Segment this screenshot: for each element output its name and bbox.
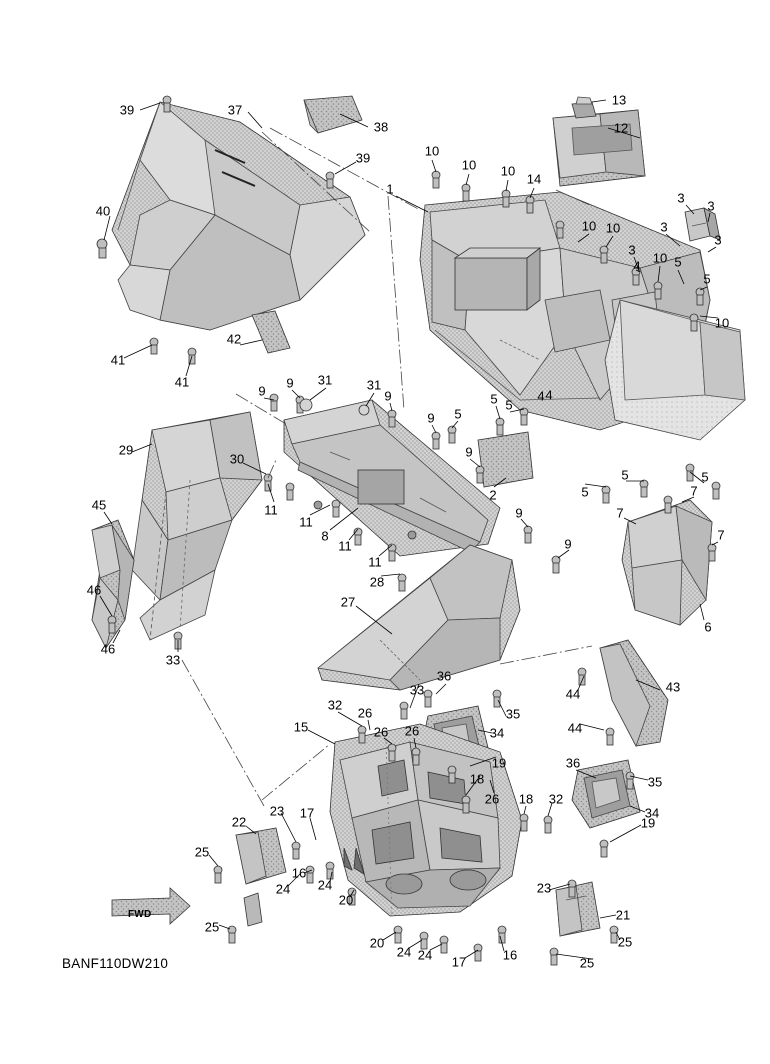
callout-number: 5 [490,391,498,407]
callout-number: 5 [581,484,589,500]
callout-number: 39 [119,102,135,118]
callout-number: 13 [611,92,627,108]
callout-number: 17 [299,805,315,821]
part-27 [318,545,520,690]
callout-number: 26 [357,705,373,721]
callout-number: 35 [505,706,521,722]
part-29 [132,412,262,640]
callout-number: 24 [275,881,291,897]
part-38 [304,96,362,133]
callout-number: 3 [660,219,668,235]
callout-number: 10 [500,163,516,179]
callout-number: 44 [565,686,581,702]
callout-number: 20 [369,935,385,951]
callout-number: 26 [484,791,500,807]
callout-number: 25 [579,955,595,971]
callout-number: 10 [424,143,440,159]
callout-number: 10 [714,315,730,331]
callout-number: 46 [100,641,116,657]
callout-number: 24 [396,944,412,960]
part-12 [553,110,645,186]
callout-number: 34 [489,725,505,741]
callout-number: 33 [409,682,425,698]
callout-number: 25 [617,934,633,950]
callout-number: 2 [489,487,497,503]
callout-number: 3 [707,198,715,214]
fwd-direction-label: FWD [128,909,152,920]
callout-number: 19 [491,755,507,771]
callout-number: 44 [567,720,583,736]
callout-number: 41 [110,352,126,368]
callout-number: 18 [518,791,534,807]
part-hood-37 [112,102,365,330]
callout-number: 22 [231,814,247,830]
callout-number: 12 [613,120,629,136]
callout-number: 38 [373,119,389,135]
callout-number: 33 [165,652,181,668]
callout-number: 45 [91,497,107,513]
callout-number: 5 [701,469,709,485]
callout-number: 9 [515,505,523,521]
part-15-grille [330,724,522,916]
callout-number: 10 [605,220,621,236]
callout-number: 40 [95,203,111,219]
callout-number: 29 [118,442,134,458]
callout-number: 27 [340,594,356,610]
callout-number: 1 [386,181,394,197]
callout-number: 9 [286,375,294,391]
callout-number: 23 [269,803,285,819]
callout-number: 31 [366,377,382,393]
callout-number: 24 [317,877,333,893]
callout-number: 9 [427,410,435,426]
part-42 [252,311,290,353]
callout-number: 35 [647,774,663,790]
callout-number: 20 [338,892,354,908]
callout-number: 5 [674,254,682,270]
callout-number: 7 [717,527,725,543]
callout-number: 7 [616,505,624,521]
callout-number: 9 [465,444,473,460]
callout-number: 10 [581,218,597,234]
callout-number: 37 [227,102,243,118]
callout-number: 24 [417,947,433,963]
callout-number: 26 [373,724,389,740]
callout-number: 4 [537,388,545,404]
callout-number: 3 [628,242,636,258]
callout-number: 25 [194,844,210,860]
callout-number: 11 [368,554,382,570]
callout-number: 25 [204,919,220,935]
callout-number: 31 [317,372,333,388]
callout-number: 41 [174,374,190,390]
callout-number: 9 [564,536,572,552]
callout-number: 3 [677,190,685,206]
callout-number: 36 [436,668,452,684]
callout-number: 11 [299,514,313,530]
callout-number: 6 [704,619,712,635]
callout-number: 36 [565,755,581,771]
callout-number: 5 [454,406,462,422]
callout-number: 14 [526,171,542,187]
callout-number: 30 [229,451,245,467]
callout-number: 7 [690,483,698,499]
callout-number: 4 [545,387,553,403]
callout-number: 11 [338,538,352,554]
part-6 [622,500,712,625]
callout-number: 5 [505,397,513,413]
callout-number: 16 [291,865,307,881]
part-13 [572,97,596,118]
callout-number: 23 [536,880,552,896]
callout-number: 26 [404,723,420,739]
part-code-label: BANF110DW210 [62,956,169,971]
callout-number: 16 [502,947,518,963]
callout-number: 17 [451,954,467,970]
callout-number: 5 [703,271,711,287]
callout-number: 34 [644,805,660,821]
callout-number: 5 [621,467,629,483]
part-21 [556,882,600,936]
callout-number: 4 [633,258,641,274]
callout-number: 18 [469,771,485,787]
callout-number: 46 [86,582,102,598]
callout-number: 10 [461,157,477,173]
part-22 [236,828,286,926]
callout-number: 43 [665,679,681,695]
part-34-right [572,760,640,828]
callout-number: 42 [226,331,242,347]
callout-number: 19 [640,815,656,831]
callout-number: 3 [714,232,722,248]
callout-number: 9 [258,383,266,399]
callout-number: 10 [652,250,668,266]
callout-number: 32 [327,697,343,713]
callout-number: 32 [548,791,564,807]
callout-number: 8 [321,528,329,544]
callout-number: 11 [264,502,278,518]
callout-number: 39 [355,150,371,166]
callout-number: 15 [293,719,309,735]
callout-number: 9 [384,388,392,404]
callout-number: 21 [615,907,631,923]
callout-number: 28 [369,574,385,590]
